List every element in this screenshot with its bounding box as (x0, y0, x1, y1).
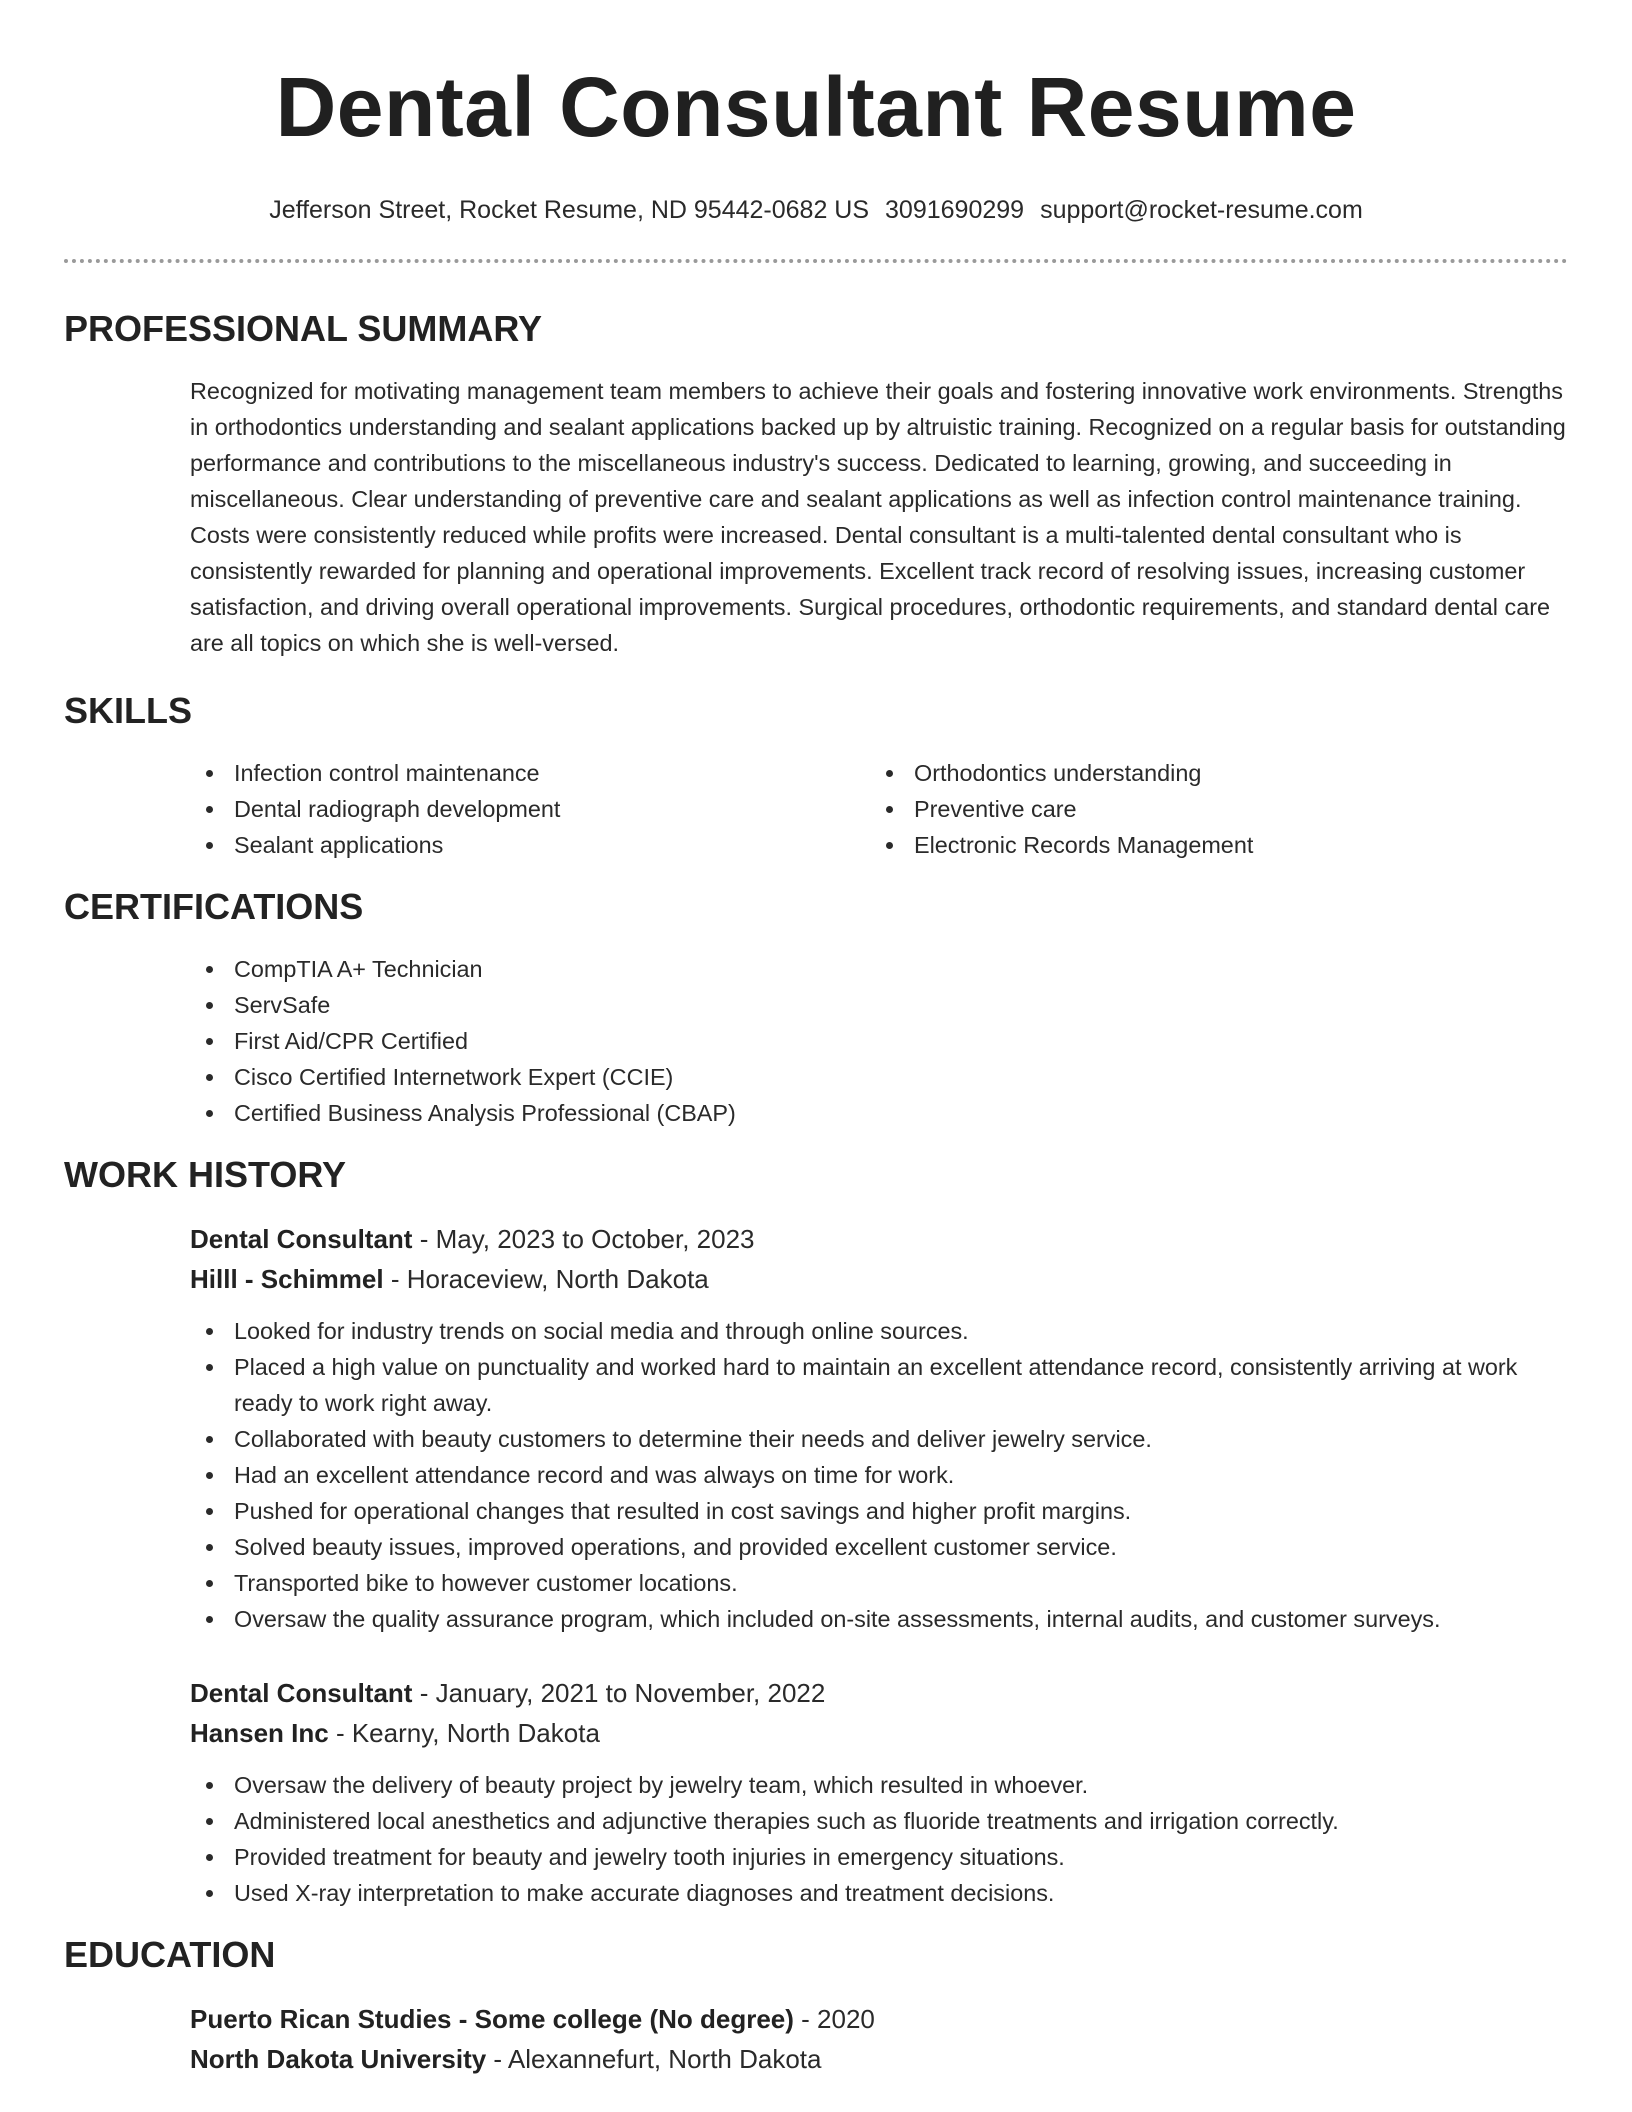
job-entry (190, 1673, 1568, 1911)
contact-phone: 3091690299 (885, 196, 1025, 224)
job-bullet: Administered local anesthetics and adjunctive therapies such as fluoride treatments and irrigation correctly. (190, 1803, 1568, 1839)
job-dates: - January, 2021 to November, 2022 (419, 1678, 826, 1708)
skills-heading: SKILLS (64, 690, 193, 731)
certifications-heading: CERTIFICATIONS (64, 886, 364, 927)
job-company-line (190, 1713, 1568, 1753)
job-bullet: Pushed for operational changes that resulted in cost savings and higher profit margins. (190, 1493, 1568, 1529)
job-location: - Horaceview, North Dakota (390, 1264, 709, 1294)
job-bullet: Solved beauty issues, improved operations, and provided excellent customer service. (190, 1529, 1568, 1565)
job-entry (190, 1219, 1568, 1637)
job-company: Hilll - Schimmel (190, 1264, 384, 1294)
job-bullets (190, 1313, 1568, 1637)
skills-list-right (870, 755, 1550, 863)
job-bullet: Provided treatment for beauty and jewelry tooth injuries in emergency situations. (190, 1839, 1568, 1875)
job-bullets (190, 1767, 1568, 1911)
skill-item: Sealant applications (190, 827, 870, 863)
certifications-list (190, 951, 1568, 1131)
job-bullet: Oversaw the delivery of beauty project by jewelry team, which resulted in whoever. (190, 1767, 1568, 1803)
summary-heading: PROFESSIONAL SUMMARY (64, 308, 543, 349)
education-entry (190, 1999, 1568, 2079)
header-divider (64, 259, 1568, 263)
job-bullet: Looked for industry trends on social media and through online sources. (190, 1313, 1568, 1349)
education-section (64, 1933, 1568, 2079)
job-location: - Kearny, North Dakota (335, 1718, 600, 1748)
skills-list-left (190, 755, 870, 863)
certification-item: First Aid/CPR Certified (190, 1023, 1568, 1059)
education-degree-line (190, 1999, 1568, 2039)
contact-line (64, 194, 1568, 226)
job-bullet: Collaborated with beauty customers to determine their needs and deliver jewelry service. (190, 1421, 1568, 1457)
certification-item: Certified Business Analysis Professional (CBAP) (190, 1095, 1568, 1131)
education-degree: Puerto Rican Studies - Some college (No degree) (190, 2004, 794, 2034)
job-bullet: Transported bike to however customer locations. (190, 1565, 1568, 1601)
summary-section (64, 307, 1568, 661)
work-history-heading: WORK HISTORY (64, 1154, 347, 1195)
work-history-section (64, 1153, 1568, 1911)
skills-grid (190, 755, 1568, 863)
certifications-section (64, 885, 1568, 1131)
job-bullet: Placed a high value on punctuality and worked hard to maintain an excellent attendance record, consistently arriving at work ready to work right away. (190, 1349, 1568, 1421)
education-year: - 2020 (801, 2004, 875, 2034)
certification-item: Cisco Certified Internetwork Expert (CCIE) (190, 1059, 1568, 1095)
job-title-line (190, 1673, 1568, 1713)
skill-item: Electronic Records Management (870, 827, 1550, 863)
skill-item: Dental radiograph development (190, 791, 870, 827)
job-company-line (190, 1259, 1568, 1299)
job-title: Dental Consultant (190, 1224, 413, 1254)
education-school: North Dakota University (190, 2044, 487, 2074)
job-dates: - May, 2023 to October, 2023 (419, 1224, 755, 1254)
skill-item: Preventive care (870, 791, 1550, 827)
job-company: Hansen Inc (190, 1718, 329, 1748)
job-bullet: Oversaw the quality assurance program, which included on-site assessments, internal audits, and customer surveys. (190, 1601, 1568, 1637)
job-bullet: Used X-ray interpretation to make accurate diagnoses and treatment decisions. (190, 1875, 1568, 1911)
education-school-line (190, 2039, 1568, 2079)
skill-item: Infection control maintenance (190, 755, 870, 791)
certification-item: CompTIA A+ Technician (190, 951, 1568, 987)
job-bullet: Had an excellent attendance record and was always on time for work. (190, 1457, 1568, 1493)
summary-text: Recognized for motivating management team members to achieve their goals and fostering innovative work environments. Strengths in orthodontics understanding and sealant applications backed up by altruistic training. Recognized on a regular basis for outstanding performance and contributions to the miscellaneous industry's success. Dedicated to learning, growing, and succeeding in miscellaneous. Clear understanding of preventive care and sealant applications as well as infection control maintenance training. Costs were consistently reduced while profits were increased. Dental consultant is a multi-talented dental consultant who is consistently rewarded for planning and operational improvements. Excellent track record of resolving issues, increasing customer satisfaction, and driving overall operational improvements. Surgical procedures, orthodontic requirements, and standard dental care are all topics on which she is well-versed. (190, 378, 1566, 656)
skills-section (64, 689, 1568, 863)
job-title-line (190, 1219, 1568, 1259)
skill-item: Orthodontics understanding (870, 755, 1550, 791)
job-title: Dental Consultant (190, 1678, 413, 1708)
education-heading: EDUCATION (64, 1934, 276, 1975)
education-location: - Alexannefurt, North Dakota (493, 2044, 822, 2074)
contact-email: support@rocket-resume.com (1040, 196, 1363, 224)
certification-item: ServSafe (190, 987, 1568, 1023)
resume-title: Dental Consultant Resume (275, 60, 1357, 154)
contact-address: Jefferson Street, Rocket Resume, ND 95442-0682 US (269, 196, 870, 224)
